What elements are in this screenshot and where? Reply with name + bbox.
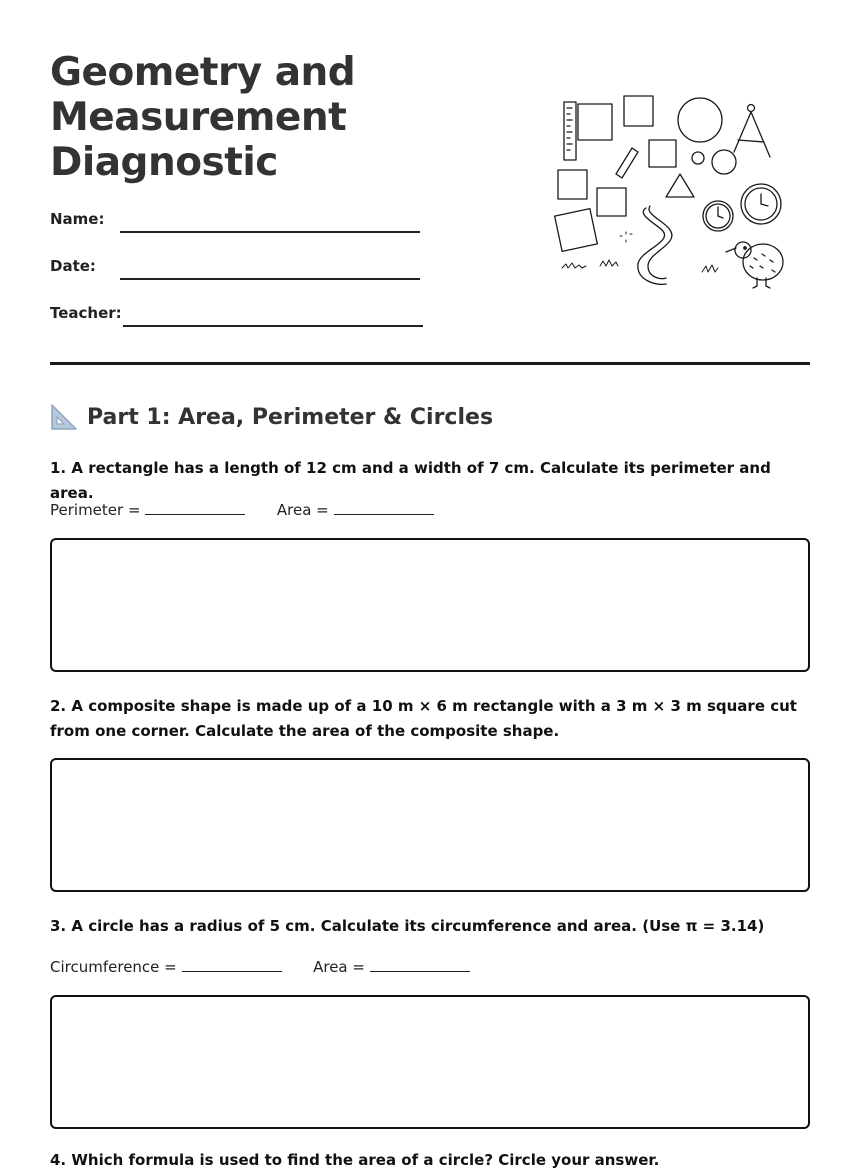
area-blank[interactable] bbox=[334, 500, 434, 515]
grass-tuft-icon bbox=[562, 260, 718, 272]
circumference-blank[interactable] bbox=[182, 957, 282, 972]
compass-icon bbox=[734, 105, 770, 158]
date-label: Date: bbox=[50, 257, 96, 275]
square-icon bbox=[578, 104, 612, 140]
circle-icon bbox=[692, 152, 704, 164]
section-divider bbox=[50, 362, 810, 365]
area-label: Area = bbox=[313, 958, 365, 976]
title-line-2: Measurement bbox=[50, 95, 347, 140]
part-1-heading bbox=[50, 402, 493, 432]
triangle-icon bbox=[666, 174, 694, 197]
teacher-field[interactable] bbox=[123, 325, 423, 327]
square-icon bbox=[597, 188, 626, 216]
question-1-answer-box[interactable] bbox=[50, 538, 810, 672]
question-1-answer-line bbox=[50, 500, 434, 519]
square-icon bbox=[649, 140, 676, 167]
question-2-text: 2. A composite shape is made up of a 10 m × 6 m rectangle with a 3 m × 3 m square cut from one corner. Calculate the area of the composite shape. bbox=[50, 697, 797, 740]
question-1-text: 1. A rectangle has a length of 12 cm and a width of 7 cm. Calculate its perimeter and area. bbox=[50, 459, 771, 502]
part-1-title: Part 1: Area, Perimeter & Circles bbox=[87, 404, 494, 430]
title-line-3: Diagnostic bbox=[50, 140, 278, 185]
perimeter-blank[interactable] bbox=[145, 500, 245, 515]
date-field[interactable] bbox=[120, 278, 420, 280]
clock-icon bbox=[703, 201, 733, 231]
set-square-icon bbox=[50, 403, 78, 431]
question-2-answer-box[interactable] bbox=[50, 758, 810, 892]
circle-icon bbox=[678, 98, 722, 142]
question-3-answer-box[interactable] bbox=[50, 995, 810, 1129]
page-title bbox=[50, 50, 410, 185]
geometry-doodle-illustration bbox=[550, 90, 790, 295]
circumference-label: Circumference = bbox=[50, 958, 177, 976]
square-icon bbox=[558, 170, 587, 199]
kiwi-bird-icon bbox=[726, 242, 783, 288]
sparkle-icon bbox=[620, 232, 632, 242]
perimeter-label: Perimeter = bbox=[50, 501, 141, 519]
question-3-answer-line bbox=[50, 957, 470, 976]
square-icon bbox=[624, 96, 653, 126]
clock-icon bbox=[741, 184, 781, 224]
pencil-icon bbox=[616, 148, 638, 178]
area-blank[interactable] bbox=[370, 957, 470, 972]
circle-icon bbox=[712, 150, 736, 174]
question-3-text: 3. A circle has a radius of 5 cm. Calculate its circumference and area. (Use π = 3.14) bbox=[50, 917, 765, 935]
question-4-text: 4. Which formula is used to find the area of a circle? Circle your answer. bbox=[50, 1151, 660, 1169]
name-field[interactable] bbox=[120, 231, 420, 233]
area-label: Area = bbox=[276, 501, 329, 519]
name-label: Name: bbox=[50, 210, 105, 228]
ruler-icon bbox=[564, 102, 576, 160]
square-icon bbox=[555, 209, 598, 252]
winding-path-icon bbox=[638, 206, 672, 284]
teacher-label: Teacher: bbox=[50, 304, 122, 322]
title-line-1: Geometry and bbox=[50, 50, 356, 95]
